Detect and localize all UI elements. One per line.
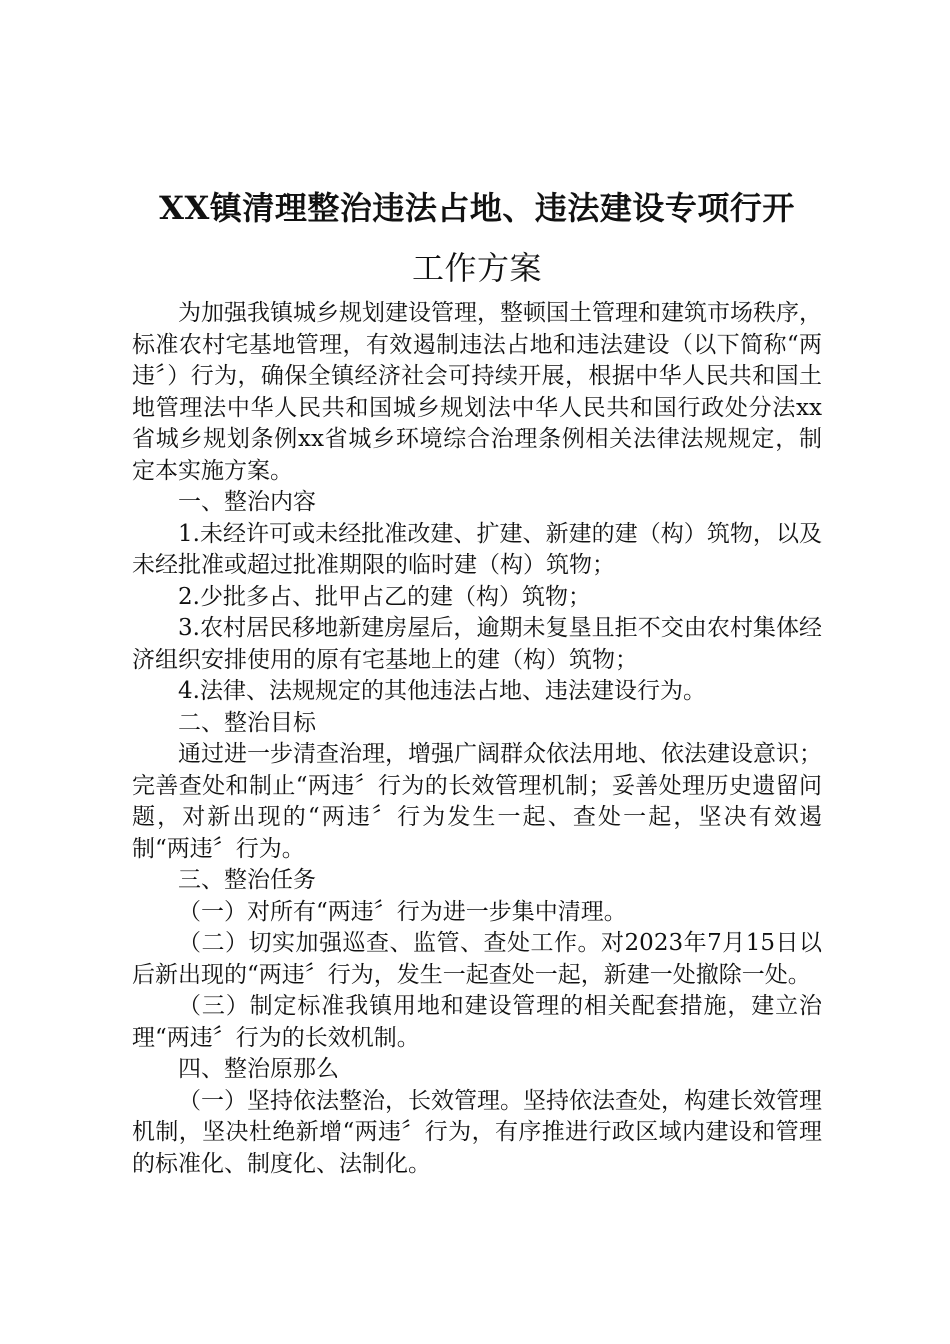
goal-paragraph: 通过进一步清查治理，增强广阔群众依法用地、依法建设意识；完善查处和制止“两违〞行为的长效管理机制；妥善处理历史遗留问题，对新出现的“两违〞行为发生一起、查处一起，坚决有效遏制“两违〞行为。 xyxy=(132,741,822,862)
principle-item-1: （一）坚持依法整治，长效管理。坚持依法查处，构建长效管理机制，坚决杜绝新增“两违〞行为，有序推进行政区域内建设和管理的标准化、制度化、法制化。 xyxy=(132,1087,822,1177)
document-page xyxy=(132,178,822,1180)
document-body xyxy=(132,298,822,1180)
task-item-3: （三）制定标准我镇用地和建设管理的相关配套措施，建立治理“两违〞行为的长效机制。 xyxy=(132,993,822,1051)
list-item-4: 4.法律、法规规定的其他违法占地、违法建设行为。 xyxy=(178,678,706,704)
document-title xyxy=(132,178,822,298)
list-item-2: 2.少批多占、批甲占乙的建（构）筑物； xyxy=(178,583,591,610)
title-line-2: 工作方案 xyxy=(411,249,542,287)
task-item-2: （二）切实加强巡查、监管、查处工作。对2023年7月15日以后新出现的“两违〞行为，发生一起查处一起，新建一处撤除一处。 xyxy=(132,930,822,988)
title-line-1: XX镇清理整治违法占地、违法建设专项行开 xyxy=(159,189,795,227)
section-heading-2: 二、整治目标 xyxy=(178,709,316,736)
section-heading-4: 四、整治原那么 xyxy=(178,1056,339,1082)
task-item-1: （一）对所有“两违〞行为进一步集中清理。 xyxy=(178,898,627,925)
list-item-1: 1.未经许可或未经批准改建、扩建、新建的建（构）筑物，以及未经批准或超过批准期限的临时建（构）筑物； xyxy=(132,520,822,578)
section-heading-1: 一、整治内容 xyxy=(178,489,316,515)
section-heading-3: 三、整治任务 xyxy=(178,867,316,893)
intro-paragraph: 为加强我镇城乡规划建设管理，整顿国土管理和建筑市场秩序，标准农村宅基地管理，有效遏制违法占地和违法建设（以下简称“两违〞）行为，确保全镇经济社会可持续开展，根据中华人民共和国土地管理法中华人民共和国城乡规划法中华人民共和国行政处分法xx省城乡规划条例xx省城乡环境综合治理条例相关法律法规规定，制定本实施方案。 xyxy=(132,300,822,484)
list-item-3: 3.农村居民移地新建房屋后，逾期未复垦且拒不交由农村集体经济组织安排使用的原有宅基地上的建（构）筑物； xyxy=(132,615,822,673)
